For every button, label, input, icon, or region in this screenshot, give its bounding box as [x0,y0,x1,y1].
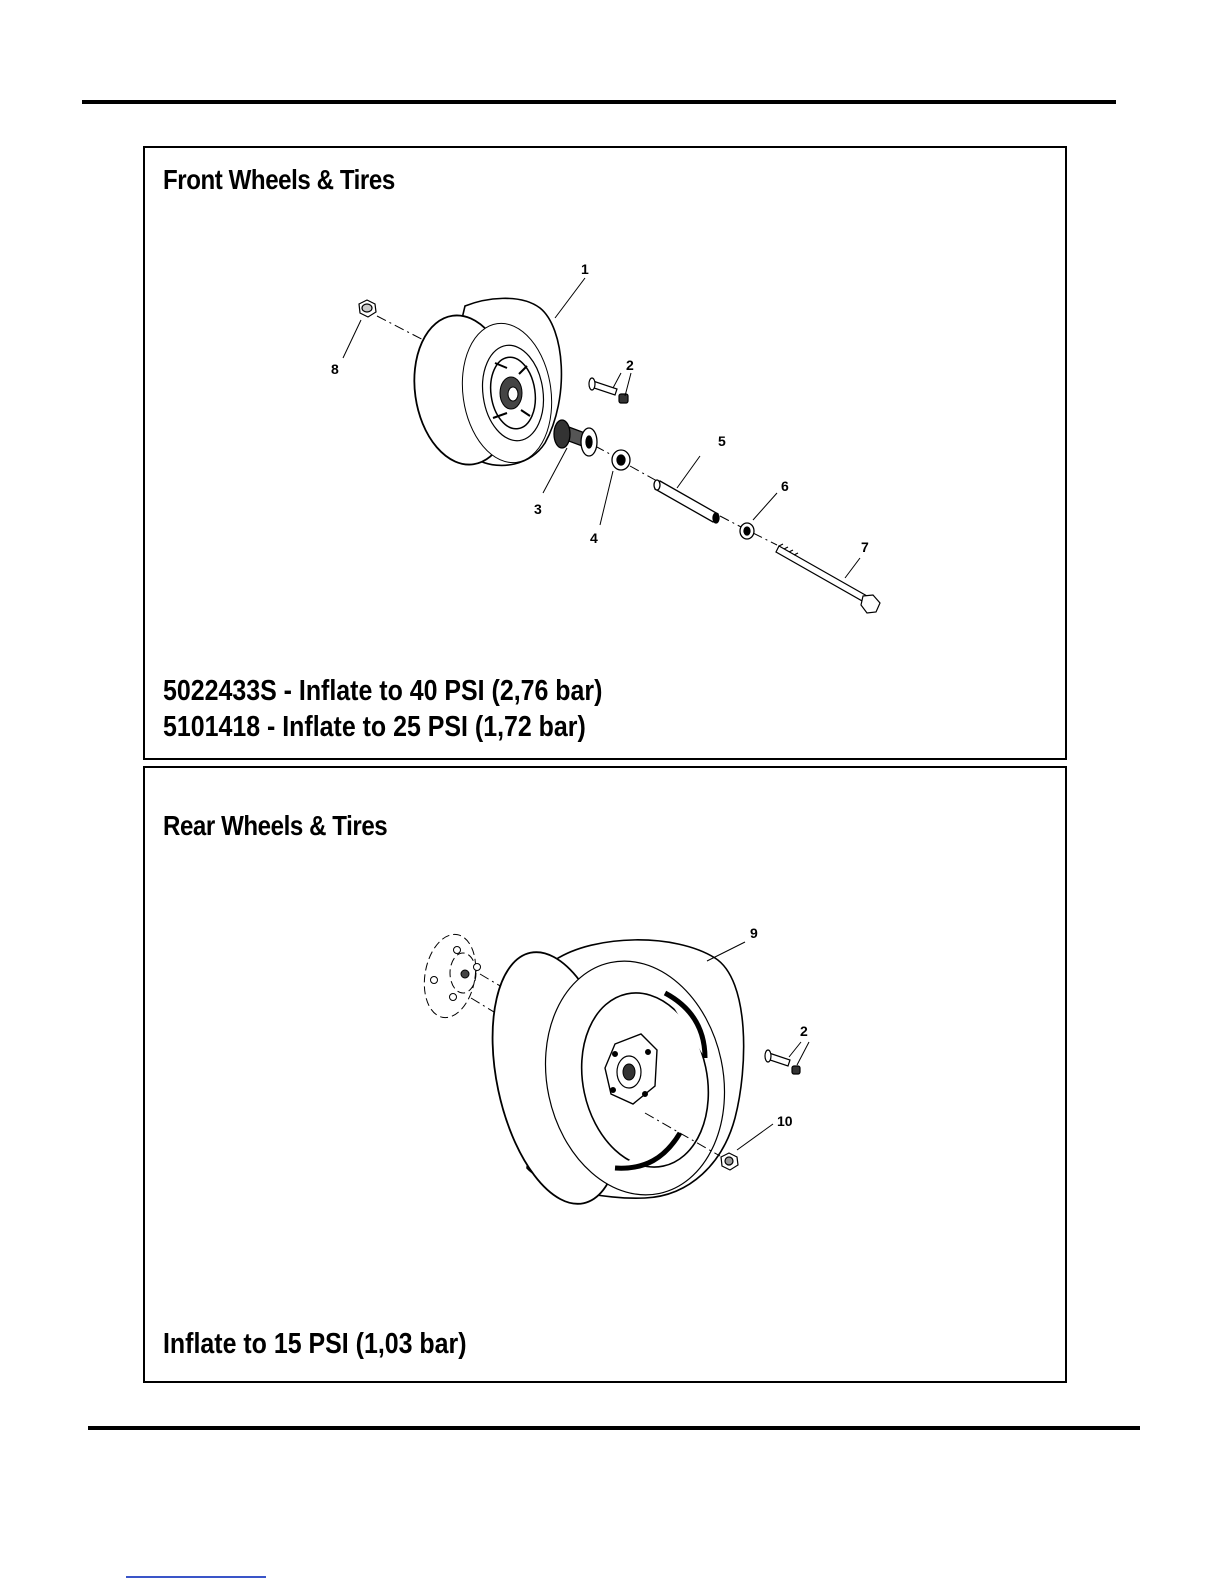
callout-9: 9 [750,925,758,941]
small-washer-part [740,523,754,539]
rear-wheels-panel [143,766,1067,1383]
washer-part [612,450,630,470]
front-panel-title: Front Wheels & Tires [163,164,395,195]
wheel-hub-part [418,930,482,1021]
rear-inflation-note: Inflate to 15 PSI (1,03 bar) [163,1328,467,1360]
callout-3: 3 [534,501,542,517]
callout-6: 6 [781,478,789,494]
front-wheel-part [405,298,561,471]
rear-panel-title: Rear Wheels & Tires [163,810,388,841]
front-inflation-note-2: 5101418 - Inflate to 25 PSI (1,72 bar) [163,711,586,743]
header-rule [82,100,1116,104]
front-inflation-note-1: 5022433S - Inflate to 40 PSI (2,76 bar) [163,675,603,707]
valve-stem-part [589,378,628,403]
lug-nut-part [359,300,376,317]
rear-wheel-part [472,940,746,1216]
footer-link-underline[interactable] [126,1576,266,1578]
callout-7: 7 [861,539,869,555]
rear-valve-stem-part [765,1050,800,1074]
callout-8: 8 [331,361,339,377]
callout-4: 4 [590,530,598,546]
callout-10: 10 [777,1113,793,1129]
callout-2: 2 [626,357,634,373]
front-wheel-exploded-diagram [145,148,1065,758]
spacer-tube-part [654,480,719,523]
front-wheels-panel [143,146,1067,760]
rear-wheel-exploded-diagram [145,768,1065,1381]
callout-2-rear: 2 [800,1023,808,1039]
bushing-part [554,420,597,456]
callout-1: 1 [581,261,589,277]
footer-rule [88,1426,1140,1430]
callout-5: 5 [718,433,726,449]
rear-lug-nut-part [721,1153,738,1170]
